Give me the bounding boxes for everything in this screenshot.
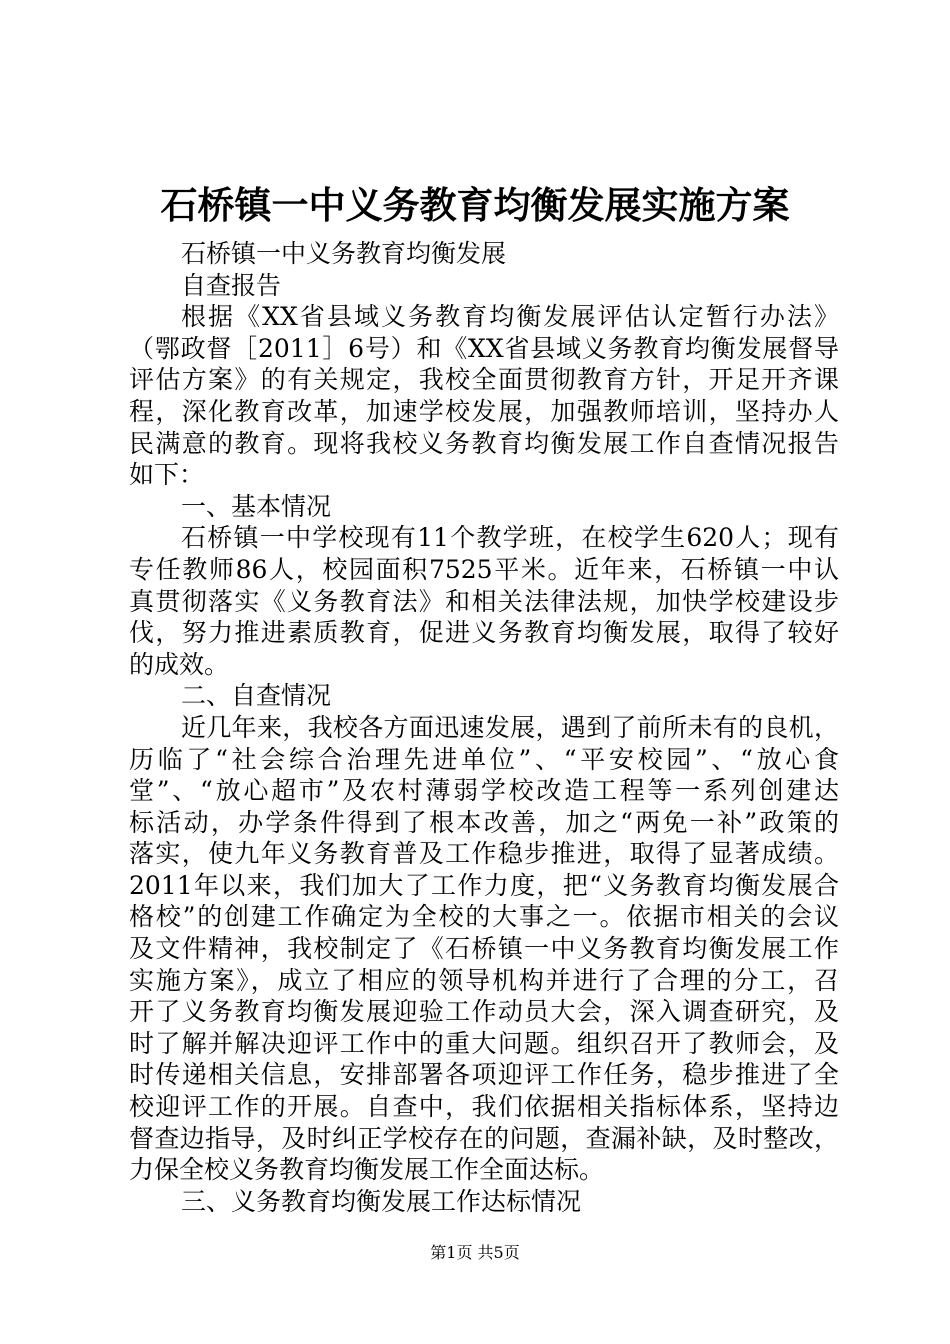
text-line: 2011年以来，我们加大了工作力度，把“义务教育均衡发展合 bbox=[129, 870, 839, 900]
text-line: 真贯彻落实《义务教育法》和相关法律法规，加快学校建设步 bbox=[129, 586, 839, 616]
text-line: 格校”的创建工作确定为全校的大事之一。依据市相关的会议 bbox=[129, 902, 839, 932]
text-line: 历临了“社会综合治理先进单位”、“平安校园”、“放心食 bbox=[129, 744, 839, 774]
document-title: 石桥镇一中义务教育均衡发展实施方案 bbox=[160, 183, 790, 227]
text-line: 程，深化教育改革，加速学校发展，加强教师培训，坚持办人 bbox=[129, 396, 839, 426]
text-line: 力保全校义务教育均衡发展工作全面达标。 bbox=[129, 1155, 605, 1185]
text-line: 民满意的教育。现将我校义务教育均衡发展工作自查情况报告 bbox=[129, 428, 839, 458]
text-line: 校迎评工作的开展。自查中，我们依据相关指标体系，坚持边 bbox=[129, 1092, 839, 1122]
text-line: 标活动，办学条件得到了根本改善，加之“两免一补”政策的 bbox=[129, 807, 839, 837]
text-line: 根据《XX省县域义务教育均衡发展评估认定暂行办法》 bbox=[181, 302, 839, 332]
text-line: 一、基本情况 bbox=[181, 491, 332, 521]
text-line: 堂”、“放心超市”及农村薄弱学校改造工程等一系列创建达 bbox=[129, 776, 839, 806]
text-line: 督查边指导，及时纠正学校存在的问题，查漏补缺，及时整改， bbox=[129, 1123, 839, 1153]
text-line: 如下： bbox=[129, 460, 205, 490]
document-body bbox=[129, 238, 839, 1217]
text-line: 伐，努力推进素质教育，促进义务教育均衡发展，取得了较好 bbox=[129, 618, 839, 648]
text-line: 评估方案》的有关规定，我校全面贯彻教育方针，开足开齐课 bbox=[129, 365, 839, 395]
page-footer: 第1页 共5页 bbox=[430, 1243, 520, 1262]
text-line: 时了解并解决迎评工作中的重大问题。组织召开了教师会，及 bbox=[129, 1028, 839, 1058]
text-line: 开了义务教育均衡发展迎验工作动员大会，深入调查研究，及 bbox=[129, 997, 839, 1027]
text-line: 落实，使九年义务教育普及工作稳步推进，取得了显著成绩。 bbox=[129, 839, 839, 869]
text-line: 石桥镇一中义务教育均衡发展 bbox=[181, 239, 507, 268]
text-line: 三、义务教育均衡发展工作达标情况 bbox=[181, 1186, 582, 1216]
text-line: 二、自查情况 bbox=[181, 681, 332, 711]
text-line: 专任教师86人，校园面积7525平米。近年来，石桥镇一中认 bbox=[129, 554, 839, 584]
text-line: 及文件精神，我校制定了《石桥镇一中义务教育均衡发展工作 bbox=[129, 934, 839, 964]
text-line: 时传递相关信息，安排部署各项迎评工作任务，稳步推进了全 bbox=[129, 1060, 839, 1090]
text-line: 石桥镇一中学校现有11个教学班，在校学生620人；现有 bbox=[181, 523, 839, 553]
text-line: 的成效。 bbox=[129, 649, 230, 679]
text-line: （鄂政督［2011］6号）和《XX省县域义务教育均衡发展督导 bbox=[129, 333, 839, 363]
text-line: 自查报告 bbox=[181, 270, 282, 300]
text-line: 近几年来，我校各方面迅速发展，遇到了前所未有的良机， bbox=[181, 712, 839, 742]
text-line: 实施方案》，成立了相应的领导机构并进行了合理的分工，召 bbox=[129, 965, 839, 995]
